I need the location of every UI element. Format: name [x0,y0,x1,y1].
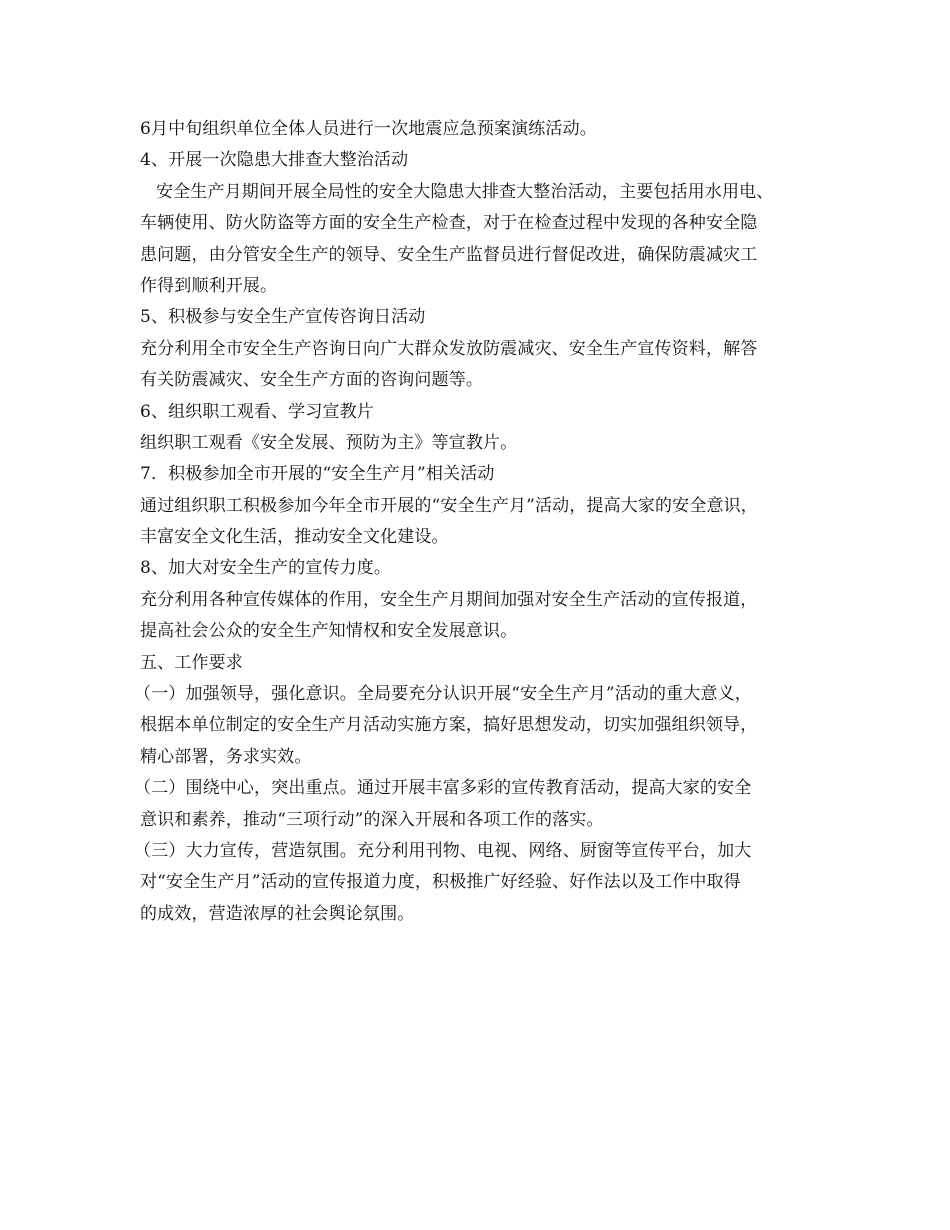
text-line: （三）大力宣传，营造氛围。充分利用刊物、电视、网络、厨窗等宣传平台，加大 [134,840,752,861]
section-heading: 7．积极参加全市开展的“安全生产月”相关活动 [140,464,495,485]
text-line: 6月中旬组织单位全体人员进行一次地震应急预案演练活动。 [140,119,597,139]
text-line: 精心部署，务求实效。 [140,746,312,767]
text-line: 提高社会公众的安全生产知情权和安全发展意识。 [140,621,518,642]
section-heading: 6、组织职工观看、学习宣教片 [140,401,374,422]
text-line: 充分利用各种宣传媒体的作用，安全生产月期间加强对安全生产活动的宣传报道， [140,589,758,610]
text-line: 患问题，由分管安全生产的领导、安全生产监督员进行督促改进，确保防震减灾工 [140,244,758,265]
text-line: （二）围绕中心，突出重点。通过开展丰富多彩的宣传教育活动，提高大家的安全 [134,778,752,799]
section-heading: 5、积极参与安全生产宣传咨询日活动 [140,307,426,328]
text-line: 对“安全生产月”活动的宣传报道力度，积极推广好经验、好作法以及工作中取得 [140,872,741,893]
text-line: 充分利用全市安全生产咨询日向广大群众发放防震减灾、安全生产宣传资料，解答 [140,338,758,359]
text-line: 安全生产月期间开展全局性的安全大隐患大排查大整治活动，主要包括用水用电、 [156,181,774,202]
section-heading: 4、开展一次隐患大排查大整治活动 [140,150,409,171]
text-line: 有关防震减灾、安全生产方面的咨询问题等。 [140,370,483,391]
chapter-heading: 五、工作要求 [140,652,243,673]
text-line: 的成效，营造浓厚的社会舆论氛围。 [140,903,415,924]
text-line: 通过组织职工积极参加今年全市开展的“安全生产月”活动，提高大家的安全意识， [140,495,758,516]
section-heading: 8、加大对安全生产的宣传力度。 [140,558,392,579]
text-line: 组织职工观看《安全发展、预防为主》等宣教片。 [140,432,518,453]
text-line: 根据本单位制定的安全生产月活动实施方案，搞好思想发动，切实加强组织领导， [140,715,758,736]
text-line: 丰富安全文化生活，推动安全文化建设。 [140,527,449,548]
text-line: 车辆使用、防火防盗等方面的安全生产检查，对于在检查过程中发现的各种安全隐 [140,213,758,234]
text-line: 作得到顺利开展。 [140,275,278,296]
text-line: 意识和素养，推动“三项行动”的深入开展和各项工作的落实。 [140,809,604,830]
text-line: （一）加强领导，强化意识。全局要充分认识开展“安全生产月”活动的重大意义， [134,684,752,705]
document-page [134,114,820,930]
